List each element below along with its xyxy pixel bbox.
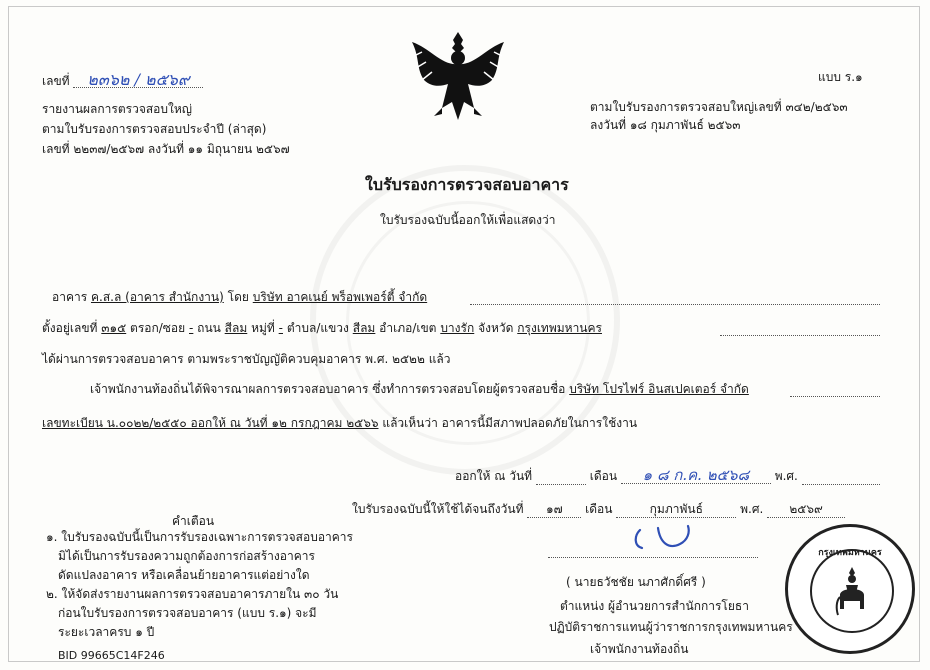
garuda-emblem xyxy=(402,28,514,126)
address-line xyxy=(42,321,602,336)
signature-dots xyxy=(548,557,758,558)
signer-position: ตำแหน่ง ผู้อำนวยการสำนักการโยธา xyxy=(560,599,749,613)
building-dots xyxy=(470,304,880,305)
road-label: ถนน xyxy=(197,321,221,335)
warning-title: คำเตือน xyxy=(172,514,215,528)
warning-line: ๑. ใบรับรองฉบับนี้เป็นการรับรองเฉพาะการตรวจสอบอาคาร xyxy=(46,530,353,544)
owner-name: บริษัท อาคเนย์ พร็อพเพอร์ตี้ จำกัด xyxy=(252,290,428,304)
passed-line: ได้ผ่านการตรวจสอบอาคาร ตามพระราชบัญญัติควบคุมอาคาร พ.ศ. ๒๕๒๒ แล้ว xyxy=(42,352,451,366)
registration-line xyxy=(42,416,637,431)
form-code: แบบ ร.๑ xyxy=(818,70,863,84)
warning-line: ระยะเวลาครบ ๑ ปี xyxy=(58,625,155,639)
amphoe-value: บางรัก xyxy=(440,321,475,335)
signer-acting: ปฏิบัติราชการแทนผู้ว่าราชการกรุงเทพมหานคร xyxy=(549,620,793,634)
report-line-2: ตามใบรับรองการตรวจสอบประจำปี (ล่าสุด) xyxy=(42,122,267,136)
signer-name: ( นายธวัชชัย นภาศักดิ์ศรี ) xyxy=(566,575,706,589)
address-no-value: ๓๑๕ xyxy=(101,321,127,335)
right-header-line-1: ตามใบรับรองการตรวจสอบใหญ่เลขที่ ๓๔๒/๒๕๖๓ xyxy=(590,100,848,114)
number-line xyxy=(42,72,203,89)
subtitle: ใบรับรองฉบับนี้ออกให้เพื่อแสดงว่า xyxy=(380,213,556,227)
building-label: อาคาร xyxy=(52,290,88,304)
issued-line xyxy=(455,468,880,485)
valid-year-label: พ.ศ. xyxy=(740,502,764,516)
building-value: ค.ส.ล (อาคาร สำนักงาน) xyxy=(90,290,224,304)
moo-value: - xyxy=(278,321,283,335)
by-label: โดย xyxy=(227,290,249,304)
address-dots xyxy=(720,335,880,336)
report-line-1: รายงานผลการตรวจสอบใหญ่ xyxy=(42,102,192,116)
inspector-name: บริษัท โปรไฟร์ อินสเปคเตอร์ จำกัด xyxy=(569,382,749,396)
warning-line: ๒. ให้จัดส่งรายงานผลการตรวจสอบอาคารภายใน ๓๐ วัน xyxy=(46,587,339,601)
warning-line: มิได้เป็นการรับรองความถูกต้องการก่อสร้างอาคาร xyxy=(58,549,315,563)
issued-label: ออกให้ ณ วันที่ xyxy=(455,469,533,483)
address-no-label: ตั้งอยู่เลขที่ xyxy=(42,321,98,335)
warning-line: ก่อนใบรับรองการตรวจสอบอาคาร (แบบ ร.๑) จะมี xyxy=(58,606,317,620)
soi-label: ตรอก/ซอย xyxy=(130,321,186,335)
page-title: ใบรับรองการตรวจสอบอาคาร xyxy=(365,175,569,194)
valid-year: ๒๕๖๙ xyxy=(767,502,845,518)
seal-text: กรุงเทพมหานคร xyxy=(818,548,882,558)
registration-rest: แล้วเห็นว่า อาคารนี้มีสภาพปลอดภัยในการใช้งาน xyxy=(382,416,638,430)
inspector-line xyxy=(90,382,749,397)
bid-code: BID 99665C14F246 xyxy=(58,649,165,662)
elephant-rider-icon xyxy=(832,565,872,619)
valid-month-label: เดือน xyxy=(585,502,613,516)
province-value: กรุงเทพมหานคร xyxy=(517,321,602,335)
registration-value: เลขทะเบียน น.๐๐๒๒/๒๕๕๐ ออกให้ ณ วันที่ ๑๒ กรกฎาคม ๒๕๖๖ xyxy=(42,416,379,430)
soi-value: - xyxy=(189,321,194,335)
warning-line: ดัดแปลงอาคาร หรือเคลื่อนย้ายอาคารแต่อย่างใด xyxy=(58,568,310,582)
valid-day: ๑๗ xyxy=(527,502,581,518)
report-line-3: เลขที่ ๒๒๓๗/๒๕๖๗ ลงวันที่ ๑๑ มิถุนายน ๒๕๖๗ xyxy=(42,142,290,156)
right-header-line-2: ลงวันที่ ๑๘ กุมภาพันธ์ ๒๕๖๓ xyxy=(590,118,741,132)
inspector-dots xyxy=(790,396,880,397)
province-label: จังหวัด xyxy=(478,321,514,335)
valid-month: กุมภาพันธ์ xyxy=(616,502,736,518)
number-value: ๒๓๖๒ / ๒๕๖๙ xyxy=(73,72,203,88)
amphoe-label: อำเภอ/เขต xyxy=(379,321,437,335)
inspector-text: เจ้าพนักงานท้องถิ่นได้พิจารณาผลการตรวจสอบอาคาร ซึ่งทำการตรวจสอบโดยผู้ตรวจสอบชื่อ xyxy=(90,382,566,396)
signer-role: เจ้าพนักงานท้องถิ่น xyxy=(590,642,689,656)
building-line xyxy=(52,290,427,305)
valid-line xyxy=(352,502,845,518)
signature-mark xyxy=(628,522,698,556)
bangkok-seal xyxy=(785,524,915,654)
issued-month-label: เดือน xyxy=(589,469,618,483)
valid-label: ใบรับรองฉบับนี้ให้ใช้ได้จนถึงวันที่ xyxy=(352,502,524,516)
tambon-value: สีลม xyxy=(352,321,376,335)
moo-label: หมู่ที่ xyxy=(251,321,275,335)
tambon-label: ตำบล/แขวง xyxy=(286,321,349,335)
road-value: สีลม xyxy=(224,321,248,335)
issued-year-label: พ.ศ. xyxy=(774,469,798,483)
number-label: เลขที่ xyxy=(42,74,70,88)
issued-date-value: ๑ ๘ ก.ค. ๒๕๖๘ xyxy=(621,468,771,484)
